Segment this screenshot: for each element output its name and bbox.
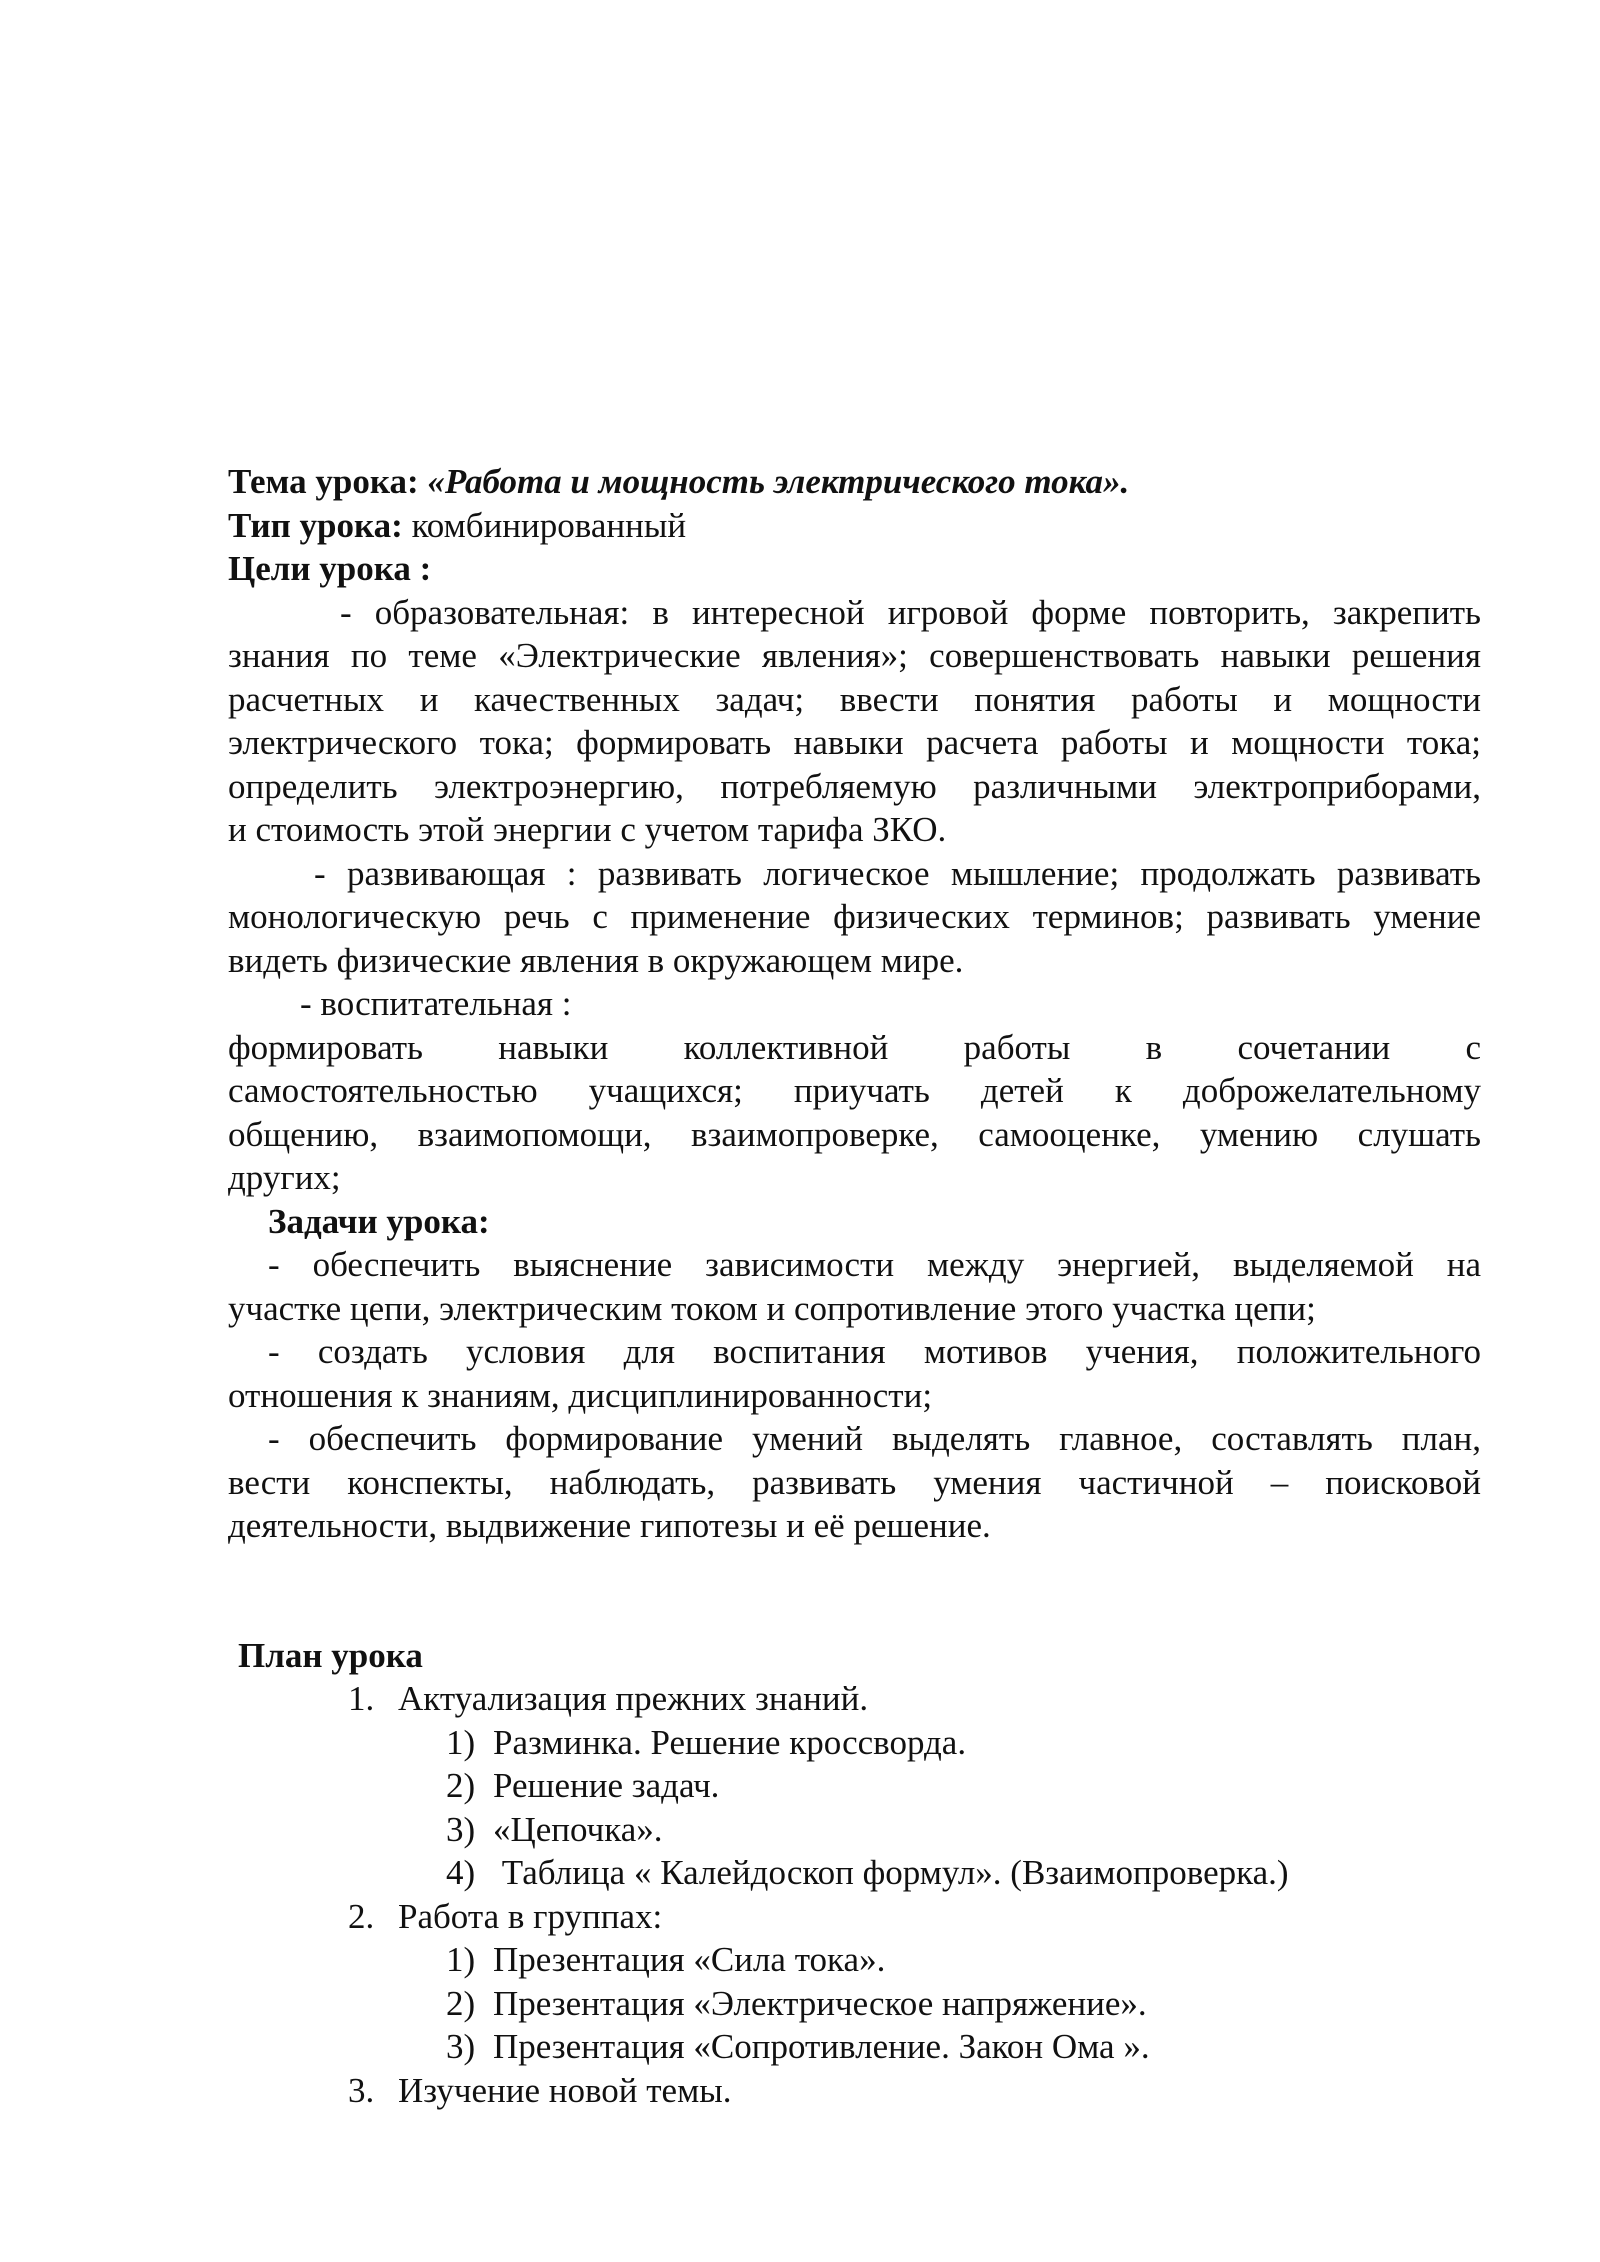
topic-value: «Работа и мощность электрического тока». [427, 462, 1130, 501]
plan-subitem-text: Презентация «Сила тока». [493, 1940, 886, 1979]
goal-educational-line: - образовательная: в интересной игровой форме повторить, закрепить [340, 592, 1481, 632]
plan-heading: План урока [238, 1635, 423, 1675]
plan-item [228, 2069, 1481, 2113]
task-line: вести конспекты, наблюдать, развивать умения частичной – поисковой [228, 1462, 1481, 1502]
task-line: деятельности, выдвижение гипотезы и её решение. [228, 1506, 991, 1545]
goal-educational-line: определить электроэнергию, потребляемую различными электроприборами, [228, 766, 1481, 806]
task-line: - обеспечить формирование умений выделять главное, составлять план, [268, 1419, 1481, 1458]
goal-developmental-line: монологическую речь с применение физических терминов; развивать умение [228, 897, 1481, 936]
lesson-type-label: Тип урока: [228, 505, 403, 545]
task-line: - создать условия для воспитания мотивов учения, положительного [268, 1332, 1481, 1371]
plan-sublist [228, 1938, 1481, 2069]
goal-educational-line: и стоимость этой энергии с учетом тарифа ЗКО. [228, 810, 947, 849]
task-line: отношения к знаниям, дисциплинированности; [228, 1375, 933, 1415]
plan-item [228, 1895, 1481, 1939]
plan-item-number: 1. [348, 1679, 375, 1718]
section-spacer [228, 1548, 1481, 1634]
plan-sublist [228, 1721, 1481, 1895]
goal-upbringing-line: самостоятельностью учащихся; приучать детей к доброжелательному [228, 1071, 1481, 1110]
plan-subitem-text: Презентация «Сопротивление. Закон Ома ». [493, 2027, 1150, 2066]
plan-item-text: Изучение новой темы. [398, 2070, 732, 2110]
goal-educational-line: электрического тока; формировать навыки расчета работы и мощности тока; [228, 723, 1481, 762]
plan-subitem-number: 3) [446, 1809, 476, 1849]
goal-upbringing-line: формировать навыки коллективной работы в сочетании с [228, 1027, 1481, 1067]
lesson-type-value: комбинированный [411, 505, 687, 545]
plan-subitem [228, 1764, 1481, 1808]
plan-subitem-text: Решение задач. [493, 1766, 720, 1805]
plan-item-number: 3. [348, 2070, 375, 2110]
plan-subitem-text: Таблица « Калейдоскоп формул». (Взаимопроверка.) [493, 1853, 1289, 1892]
plan-subitem-number: 4) [446, 1853, 476, 1892]
goals-heading: Цели урока : [228, 549, 432, 588]
plan-item-text: Актуализация прежних знаний. [398, 1679, 869, 1718]
plan-subitem-number: 3) [446, 2027, 476, 2066]
topic-label: Тема урока: [228, 462, 419, 501]
plan-subitem [228, 2025, 1481, 2069]
plan-list [228, 1677, 1481, 1721]
plan-subitem [228, 1851, 1481, 1895]
plan-item [228, 1677, 1481, 1721]
plan-item-number: 2. [348, 1896, 375, 1936]
plan-subitem-text: Презентация «Электрическое напряжение». [493, 1983, 1147, 2023]
tasks-heading: Задачи урока: [268, 1201, 490, 1241]
goal-educational-line: знания по теме «Электрические явления»; совершенствовать навыки решения [228, 636, 1481, 675]
plan-subitem-number: 2) [446, 1766, 476, 1805]
document-body [228, 460, 1481, 2112]
plan-subitem [228, 1721, 1481, 1765]
goal-upbringing-line: других; [228, 1158, 341, 1197]
plan-subitem [228, 1808, 1481, 1852]
plan-subitem-text: Разминка. Решение кроссворда. [493, 1722, 967, 1762]
plan-list [228, 1895, 1481, 1939]
plan-subitem-number: 1) [446, 1940, 476, 1979]
goal-developmental-line: видеть физические явления в окружающем мире. [228, 940, 964, 980]
plan-subitem-number: 1) [446, 1722, 476, 1762]
plan-subitem-text: «Цепочка». [493, 1809, 663, 1849]
plan-subitem [228, 1982, 1481, 2026]
topic-line [228, 460, 1481, 504]
goal-upbringing-label: - воспитательная : [300, 984, 572, 1023]
task-line: участке цепи, электрическим током и сопротивление этого участка цепи; [228, 1288, 1316, 1328]
goal-developmental-line: - развивающая : развивать логическое мышление; продолжать развивать [314, 853, 1481, 893]
goal-educational-line: расчетных и качественных задач; ввести понятия работы и мощности [228, 679, 1481, 719]
task-line: - обеспечить выяснение зависимости между энергией, выделяемой на [268, 1245, 1481, 1284]
goal-upbringing-line: общению, взаимопомощи, взаимопроверке, самооценке, умению слушать [228, 1114, 1481, 1154]
plan-list [228, 2069, 1481, 2113]
lesson-type-line [228, 504, 1481, 548]
plan-subitem [228, 1938, 1481, 1982]
plan-item-text: Работа в группах: [398, 1896, 663, 1936]
plan-subitem-number: 2) [446, 1983, 476, 2023]
